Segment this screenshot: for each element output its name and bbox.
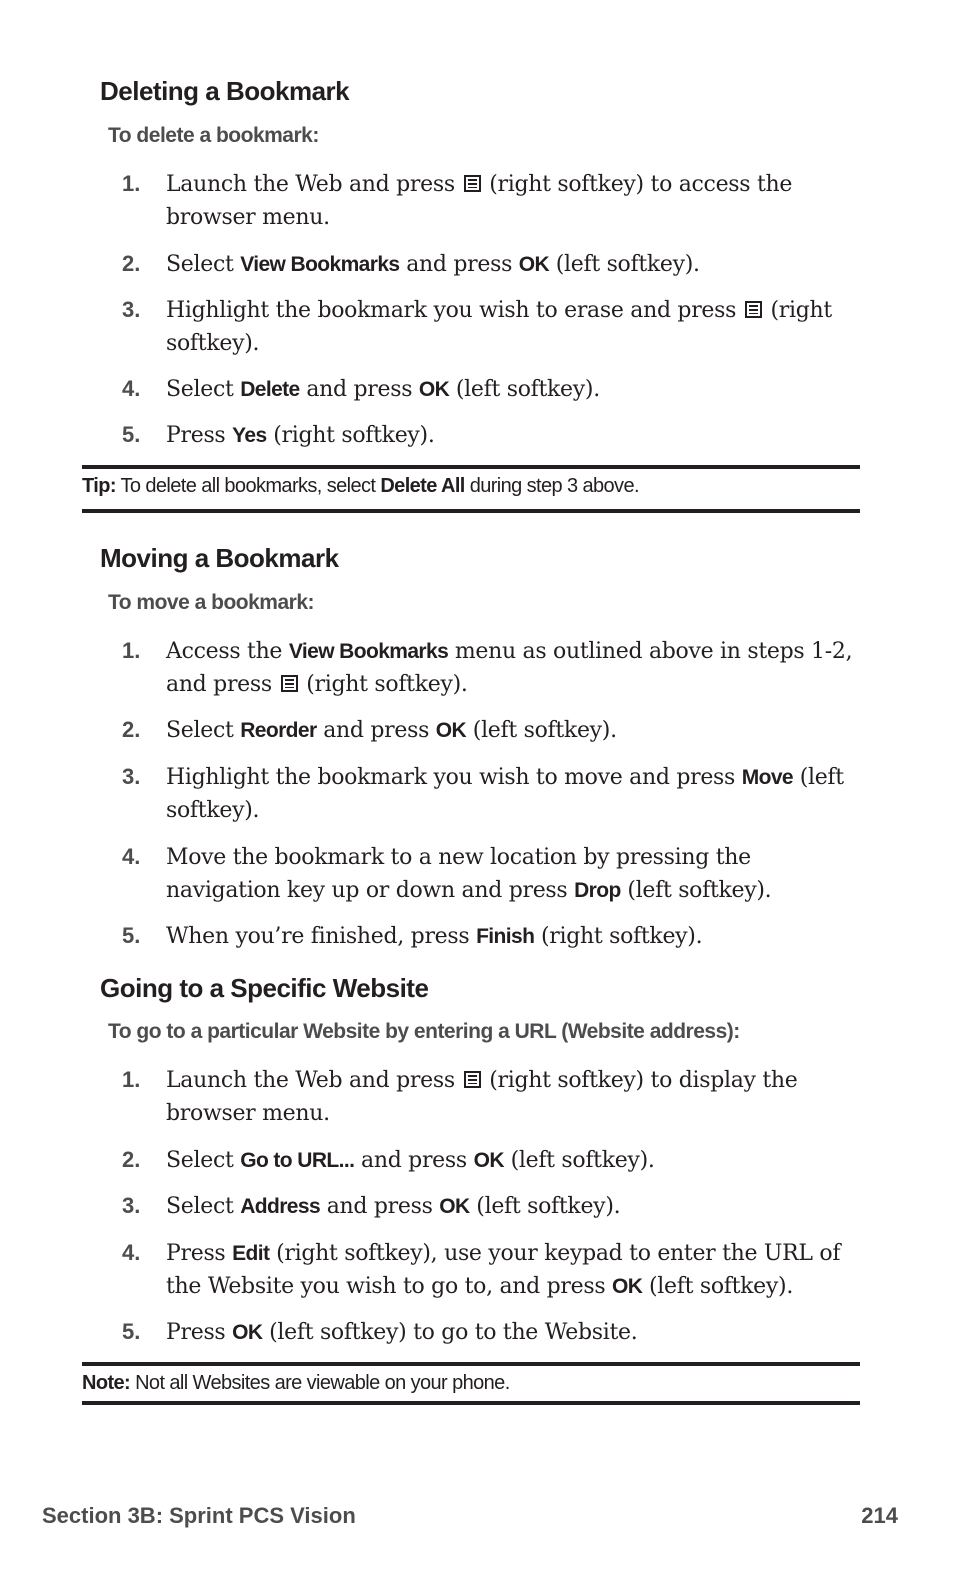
key-label: OK [435, 719, 467, 742]
section-heading-website: Going to a Specific Website [100, 973, 429, 1003]
step-text: Press OK (left softkey) to go to the Website. [166, 1320, 638, 1345]
step-text: Press Edit (right softkey), use your keypad to enter the URL of the Website you wish to go to, and press OK (left softkey). [166, 1241, 841, 1299]
key-label: OK [232, 1321, 263, 1344]
key-label: Delete [240, 378, 300, 401]
step-text: Highlight the bookmark you wish to move and press Move (left softkey). [166, 765, 844, 823]
tip-label: Tip: [82, 475, 116, 497]
key-label: Edit [232, 1242, 270, 1265]
note-bottom-rule [82, 1401, 860, 1405]
tip-text: To delete all bookmarks, select Delete All during step 3 above. [120, 475, 639, 497]
menu-softkey-icon [745, 301, 762, 318]
step-text: Access the View Bookmarks menu as outlined above in steps 1-2, and press (right softkey). [166, 639, 853, 697]
step-text: Move the bookmark to a new location by pressing the navigation key up or down and press Drop (left softkey). [166, 845, 772, 903]
section-intro-deleting: To delete a bookmark: [108, 124, 319, 147]
note-label: Note: [82, 1372, 131, 1394]
key-label: OK [439, 1195, 470, 1218]
key-label: OK [473, 1149, 504, 1172]
page-number: 214 [861, 1503, 898, 1528]
step-number: 3. [122, 1193, 141, 1218]
step-number: 1. [122, 171, 141, 196]
step-text: Highlight the bookmark you wish to erase and press (right softkey). [166, 298, 832, 356]
menu-softkey-icon [464, 175, 481, 192]
step-number: 3. [122, 764, 141, 789]
step-number: 2. [122, 251, 141, 276]
section-intro-website: To go to a particular Website by entering a URL (Website address): [108, 1020, 740, 1043]
section-heading-moving: Moving a Bookmark [100, 543, 339, 573]
step-text: Launch the Web and press (right softkey) to access the browser menu. [166, 172, 793, 230]
step-number: 4. [122, 844, 141, 869]
key-label: OK [518, 253, 550, 276]
footer-section-title: Section 3B: Sprint PCS Vision [42, 1503, 356, 1528]
key-label: View Bookmarks [288, 640, 449, 663]
step-number: 3. [122, 297, 141, 322]
key-label: Move [741, 766, 793, 789]
step-text: Select Reorder and press OK (left softkey). [166, 718, 617, 743]
key-label: View Bookmarks [240, 253, 400, 276]
step-number: 1. [122, 638, 141, 663]
step-text: Select Go to URL... and press OK (left softkey). [166, 1148, 655, 1173]
key-label: OK [418, 378, 450, 401]
note-top-rule [82, 1362, 860, 1366]
section-heading-deleting: Deleting a Bookmark [100, 76, 350, 106]
tip-top-rule [82, 465, 860, 469]
note-text: Not all Websites are viewable on your phone. [135, 1372, 510, 1394]
step-number: 4. [122, 1240, 141, 1265]
note-callout [82, 1367, 860, 1399]
key-label: Delete All [380, 475, 465, 497]
step-number: 4. [122, 376, 141, 401]
key-label: Finish [476, 925, 535, 948]
menu-softkey-icon [464, 1071, 481, 1088]
step-text: Select Delete and press OK (left softkey). [166, 377, 600, 402]
step-number: 5. [122, 923, 141, 948]
step-text: Press Yes (right softkey). [166, 423, 435, 448]
step-text: Select View Bookmarks and press OK (left softkey). [166, 252, 700, 277]
section-intro-moving: To move a bookmark: [108, 591, 314, 614]
step-number: 2. [122, 717, 141, 742]
key-label: Address [240, 1195, 321, 1218]
step-text: Select Address and press OK (left softkey). [166, 1194, 621, 1219]
step-number: 1. [122, 1067, 141, 1092]
step-text: Launch the Web and press (right softkey) to display the browser menu. [166, 1068, 798, 1126]
key-label: Yes [232, 424, 267, 447]
key-label: Drop [574, 879, 621, 902]
menu-softkey-icon [281, 675, 298, 692]
tip-bottom-rule [82, 509, 860, 513]
step-text: When you’re finished, press Finish (right softkey). [166, 924, 703, 949]
key-label: OK [612, 1275, 643, 1298]
key-label: Reorder [240, 719, 317, 742]
tip-callout [82, 470, 860, 502]
key-label: Go to URL... [240, 1149, 355, 1172]
step-number: 5. [122, 422, 141, 447]
step-number: 5. [122, 1319, 141, 1344]
step-number: 2. [122, 1147, 141, 1172]
